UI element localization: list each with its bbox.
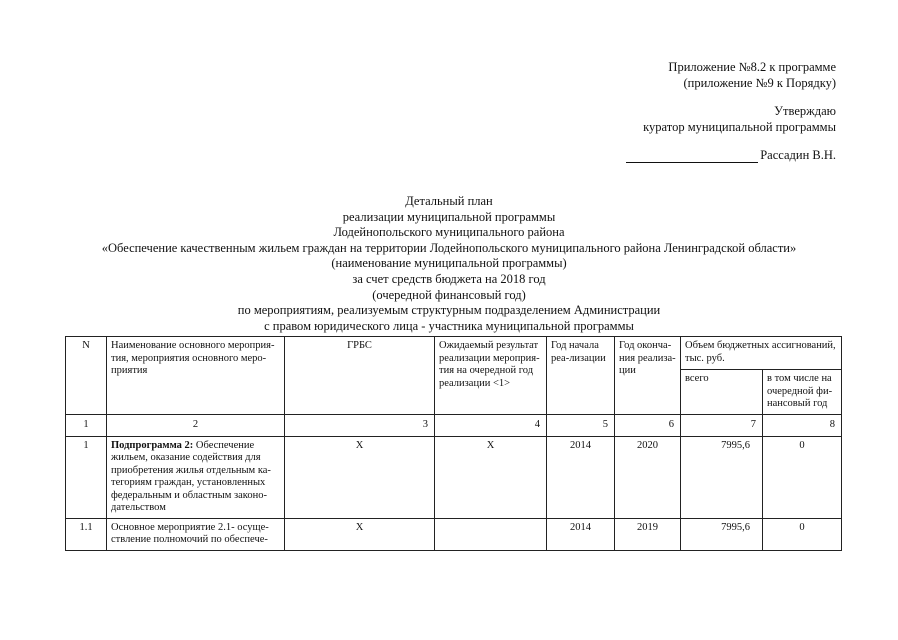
title-line: за счет средств бюджета на 2018 год: [352, 271, 546, 286]
cell-grbs: Х: [285, 436, 435, 518]
cell-end-year: 2019: [615, 518, 681, 550]
header-budget: Объем бюджетных ассигнований, тыс. руб.: [681, 337, 842, 370]
signature-blank: [626, 150, 758, 163]
header-n: N: [66, 337, 107, 415]
signatory-name: Рассадин В.Н.: [760, 148, 836, 162]
header-grbs: ГРБС: [285, 337, 435, 415]
cell-name: [107, 518, 285, 550]
cell-grbs: Х: [285, 518, 435, 550]
plan-table: [65, 336, 842, 551]
approval-block: [643, 103, 836, 135]
cell-name-text: Основное мероприятие 2.1- осуще-ствление полномочий по обеспече-: [111, 521, 269, 545]
column-number: 8: [763, 415, 842, 437]
cell-n: 1: [66, 436, 107, 518]
cell-total: 7995,6: [681, 436, 763, 518]
header-end-year: Год оконча-ния реализа-ции: [615, 337, 681, 415]
header-start-year: Год начала реа-лизации: [547, 337, 615, 415]
title-line: Детальный план: [405, 194, 493, 208]
cell-start-year: 2014: [547, 436, 615, 518]
cell-name: [107, 436, 285, 518]
cell-next-year: 0: [763, 518, 842, 550]
document-title: [0, 194, 898, 334]
title-line: с правом юридического лица - участника муниципальной программы: [264, 318, 634, 333]
table-row: [66, 518, 842, 550]
approval-line-2: куратор муниципальной программы: [643, 120, 836, 134]
column-number: 7: [681, 415, 763, 437]
column-number: 4: [435, 415, 547, 437]
appendix-note: [668, 59, 836, 91]
header-result: Ожидаемый результат реализации мероприя-тия на очередной год реализации <1>: [435, 337, 547, 415]
approval-line-1: Утверждаю: [774, 104, 836, 118]
appendix-line-1: Приложение №8.2 к программе: [668, 60, 836, 74]
column-number: 6: [615, 415, 681, 437]
cell-next-year: 0: [763, 436, 842, 518]
cell-start-year: 2014: [547, 518, 615, 550]
column-number-row: [66, 415, 842, 437]
header-total: всего: [681, 370, 763, 415]
title-line: по мероприятиям, реализуемым структурным подразделением Администрации: [237, 303, 661, 318]
table-header-row: [66, 337, 842, 370]
column-number: 2: [107, 415, 285, 437]
column-number: 3: [285, 415, 435, 437]
cell-result: [435, 518, 547, 550]
table-row: [66, 436, 842, 518]
header-next-year: в том числе на очередной фи-нансовый год: [763, 370, 842, 415]
cell-name-bold: Подпрограмма 2:: [111, 439, 194, 451]
signature-line: [626, 147, 836, 163]
header-name: Наименование основного мероприя-тия, мероприятия основного меро-приятия: [107, 337, 285, 415]
cell-result: Х: [435, 436, 547, 518]
cell-name-text: Обеспечение жильем, оказание содействия для приобретения жилья отдельным ка-тегориям граждан, установленных федеральным и областным законо-дательством: [111, 439, 271, 513]
title-line: «Обеспечение качественным жильем граждан на территории Лодейнопольского муниципального района Ленинградской области»: [101, 240, 797, 255]
column-number: 1: [66, 415, 107, 437]
title-line: (наименование муниципальной программы): [331, 256, 567, 271]
cell-n: 1.1: [66, 518, 107, 550]
cell-end-year: 2020: [615, 436, 681, 518]
column-number: 5: [547, 415, 615, 437]
appendix-line-2: (приложение №9 к Порядку): [683, 76, 836, 90]
title-line: (очередной финансовый год): [372, 287, 526, 302]
title-line: реализации муниципальной программы: [342, 209, 556, 224]
cell-total: 7995,6: [681, 518, 763, 550]
title-line: Лодейнопольского муниципального района: [333, 225, 565, 240]
